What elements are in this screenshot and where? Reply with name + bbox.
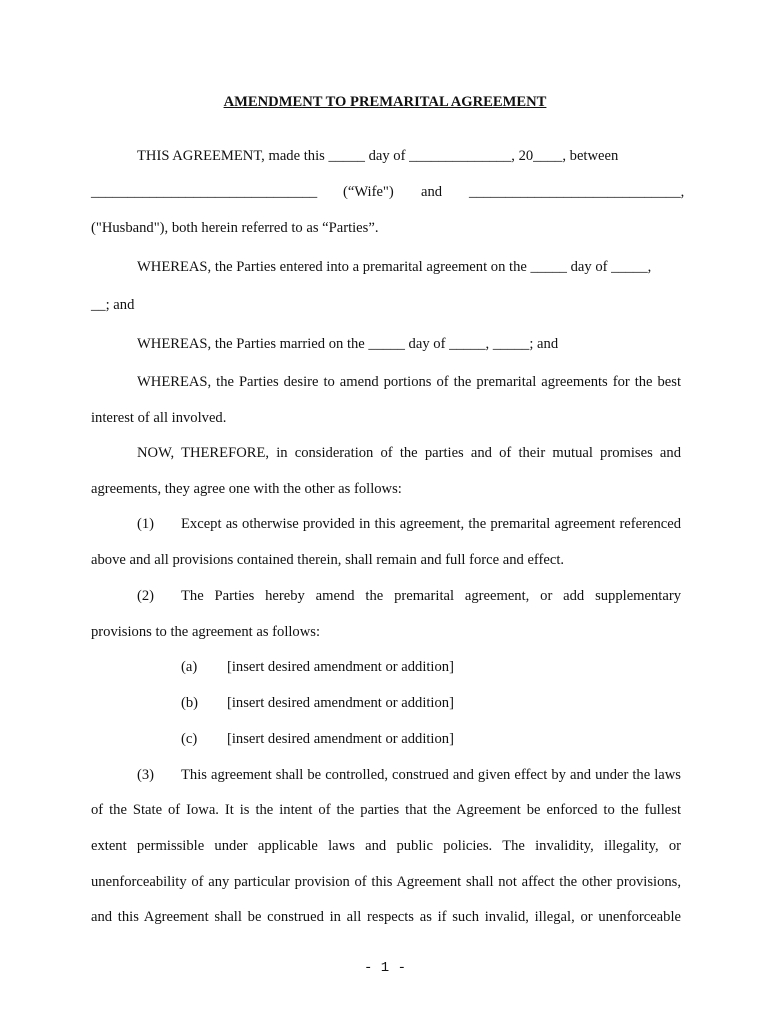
clause-2-line-2: provisions to the agreement as follows: bbox=[91, 624, 320, 640]
whereas-1-line-1: WHEREAS, the Parties entered into a premarital agreement on the _____ day of _____, bbox=[137, 259, 652, 275]
sub-item-text: [insert desired amendment or addition] bbox=[227, 659, 454, 675]
document-title: AMENDMENT TO PREMARITAL AGREEMENT bbox=[223, 94, 547, 110]
opening-line: THIS AGREEMENT, made this _____ day of ______________, 20____, between bbox=[137, 148, 619, 164]
clause-1-number: (1) bbox=[137, 516, 155, 532]
sub-item-label: (a) bbox=[181, 659, 198, 675]
wife-label: (“Wife") bbox=[343, 184, 394, 200]
page-number: - 1 - bbox=[363, 960, 406, 976]
clause-3-line-4: unenforceability of any particular provision of this Agreement shall not affect the other provisions, bbox=[91, 874, 681, 890]
whereas-2: WHEREAS, the Parties married on the _____ day of _____, _____; and bbox=[137, 336, 559, 352]
clause-3-line-2: of the State of Iowa. It is the intent of the parties that the Agreement be enforced to the fullest bbox=[91, 802, 681, 818]
now-therefore-line-1: NOW, THEREFORE, in consideration of the parties and of their mutual promises and bbox=[137, 445, 681, 461]
sub-item bbox=[0, 694, 770, 712]
sub-item bbox=[0, 658, 770, 676]
sub-item-text: [insert desired amendment or addition] bbox=[227, 731, 454, 747]
and-word: and bbox=[421, 184, 443, 200]
wife-name-blank: _______________________________ bbox=[91, 184, 318, 200]
whereas-3-line-1: WHEREAS, the Parties desire to amend portions of the premarital agreements for the best bbox=[137, 374, 681, 390]
sub-item-label: (c) bbox=[181, 731, 198, 747]
clause-2 bbox=[137, 587, 681, 605]
clause-3-line-3: extent permissible under applicable laws and public policies. The invalidity, illegality, or bbox=[91, 838, 681, 854]
clause-2-number: (2) bbox=[137, 588, 155, 604]
clause-3 bbox=[137, 766, 681, 784]
sub-item bbox=[0, 730, 770, 748]
clause-3-number: (3) bbox=[137, 767, 155, 783]
husband-name-blank: _____________________________, bbox=[469, 184, 685, 200]
parties-row bbox=[91, 183, 685, 201]
sub-item-label: (b) bbox=[181, 695, 199, 711]
clause-2-line-1: The Parties hereby amend the premarital agreement, or add supplementary bbox=[181, 588, 681, 604]
clause-1-line-2: above and all provisions contained therein, shall remain and full force and effect. bbox=[91, 552, 565, 568]
clause-3-line-5: and this Agreement shall be construed in all respects as if such invalid, illegal, or unenforceable bbox=[91, 909, 681, 925]
whereas-1-line-2: __; and bbox=[91, 297, 135, 313]
sub-item-text: [insert desired amendment or addition] bbox=[227, 695, 454, 711]
now-therefore-line-2: agreements, they agree one with the other as follows: bbox=[91, 481, 402, 497]
clause-1-line-1: Except as otherwise provided in this agreement, the premarital agreement referenced bbox=[181, 516, 681, 532]
whereas-3-line-2: interest of all involved. bbox=[91, 410, 227, 426]
clause-1 bbox=[137, 515, 681, 533]
husband-line: ("Husband"), both herein referred to as “Parties”. bbox=[91, 220, 379, 236]
clause-3-line-1: This agreement shall be controlled, construed and given effect by and under the laws bbox=[181, 767, 681, 783]
